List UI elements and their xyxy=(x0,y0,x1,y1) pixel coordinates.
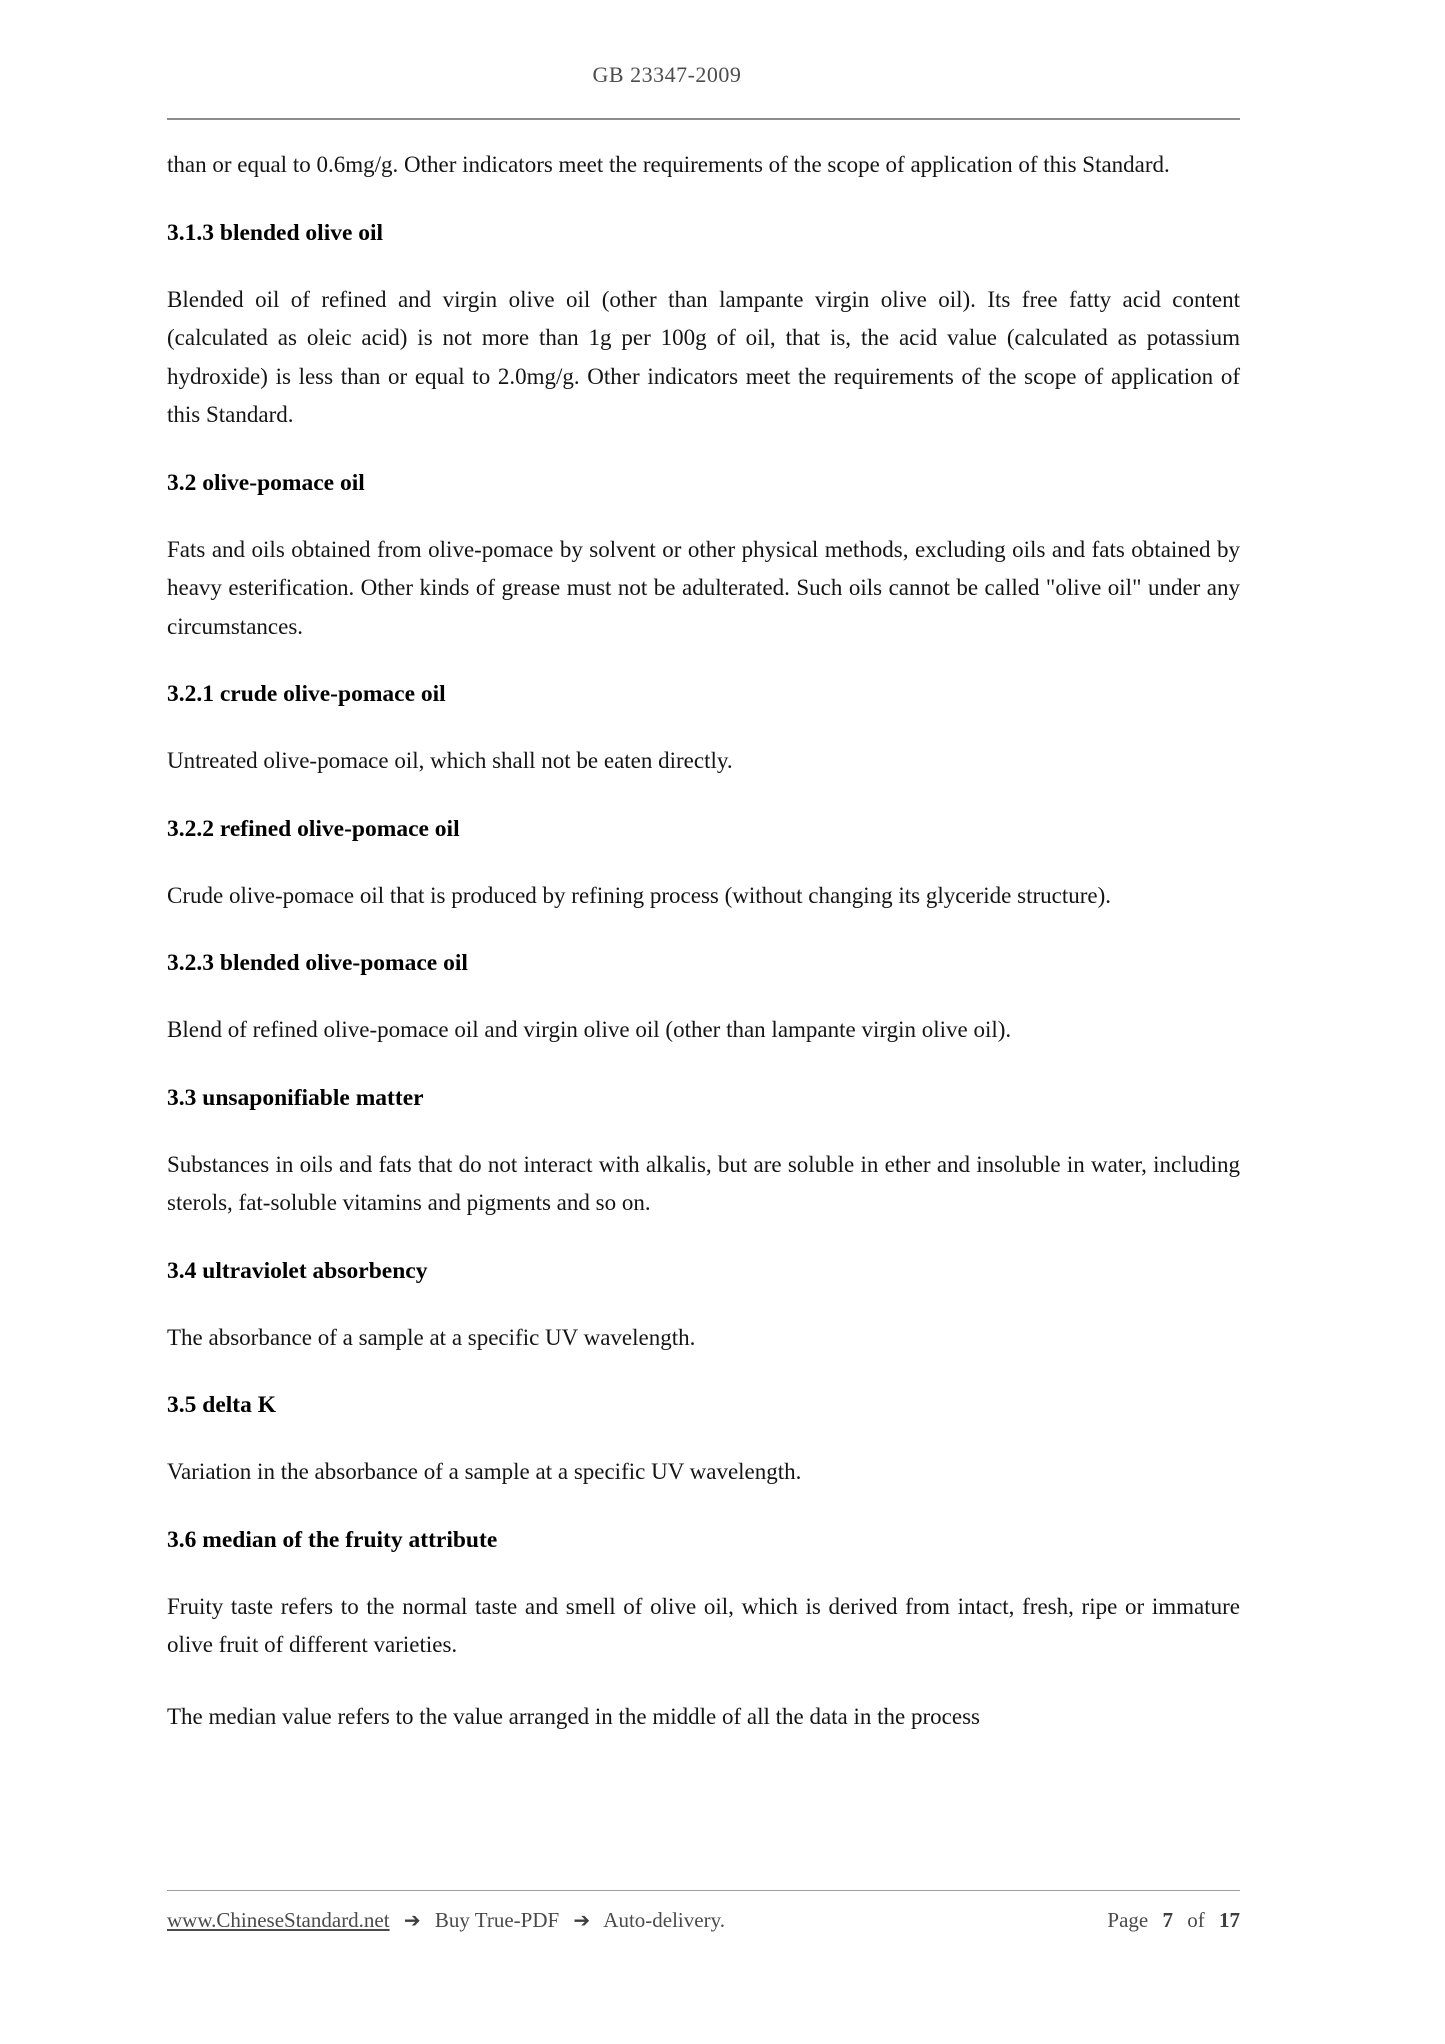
body-paragraph: The absorbance of a sample at a specific UV wavelength. xyxy=(167,1324,696,1350)
page-footer xyxy=(167,1908,1240,1933)
body-paragraph: Variation in the absorbance of a sample at a specific UV wavelength. xyxy=(167,1459,802,1484)
section-heading: 3.2.1 crude olive-pomace oil xyxy=(167,681,446,707)
section-heading: 3.2.3 blended olive-pomace oil xyxy=(167,950,468,976)
page-number-indicator xyxy=(1107,1908,1240,1933)
body-paragraph: than or equal to 0.6mg/g. Other indicators meet the requirements of the scope of application of this Standard. xyxy=(167,152,1170,177)
right-arrow-icon: ➔ xyxy=(573,1908,591,1932)
section-heading: 3.2 olive-pomace oil xyxy=(167,469,365,496)
body-paragraph: Fats and oils obtained from olive-pomace by solvent or other physical methods, excluding oils and fats obtained by heavy esterification. Other kinds of grease must not be adulterated. Such oils cannot be called "olive oil" under any circumstances. xyxy=(167,536,1240,639)
body-paragraph: Crude olive-pomace oil that is produced by refining process (without changing its glyceride structure). xyxy=(167,882,1112,908)
body-paragraph: Fruity taste refers to the normal taste and smell of olive oil, which is derived from intact, fresh, ripe or immature olive fruit of different varieties. xyxy=(167,1593,1240,1657)
body-paragraph: Substances in oils and fats that do not interact with alkalis, but are soluble in ether and insoluble in water, including sterols, fat-soluble vitamins and pigments and so on. xyxy=(167,1151,1240,1215)
footer-delivery-text: Auto-delivery. xyxy=(603,1908,725,1932)
body-paragraph: Blended oil of refined and virgin olive oil (other than lampante virgin olive oil). Its free fatty acid content (calculated as oleic acid) is not more than 1g per 100g of oil, that is, the acid value (calculated as potassium hydroxide) is less than or equal to 2.0mg/g. Other indicators meet the requirements of the scope of application of this Standard. xyxy=(167,286,1240,427)
page-label: Page xyxy=(1107,1908,1149,1932)
body-paragraph: Blend of refined olive-pomace oil and virgin olive oil (other than lampante virgin olive oil). xyxy=(167,1017,1012,1042)
section-heading: 3.2.2 refined olive-pomace oil xyxy=(167,815,460,842)
total-page-number: 17 xyxy=(1219,1908,1240,1932)
header-divider xyxy=(167,118,1240,120)
document-body xyxy=(167,146,1240,1769)
footer-divider xyxy=(167,1890,1240,1891)
body-paragraph: The median value refers to the value arranged in the middle of all the data in the process xyxy=(167,1703,980,1729)
footer-site-link[interactable]: www.ChineseStandard.net xyxy=(167,1908,390,1932)
footer-buy-text: Buy True-PDF xyxy=(434,1908,560,1932)
right-arrow-icon: ➔ xyxy=(403,1908,421,1932)
section-heading: 3.4 ultraviolet absorbency xyxy=(167,1257,428,1284)
header-doc-number: GB 23347-2009 xyxy=(592,62,742,87)
footer-left xyxy=(167,1908,725,1933)
section-heading: 3.6 median of the fruity attribute xyxy=(167,1526,498,1553)
body-paragraph: Untreated olive-pomace oil, which shall not be eaten directly. xyxy=(167,748,733,773)
section-heading: 3.3 unsaponifiable matter xyxy=(167,1084,424,1111)
current-page-number: 7 xyxy=(1162,1908,1173,1932)
of-label: of xyxy=(1187,1908,1205,1932)
section-heading: 3.1.3 blended olive oil xyxy=(167,219,384,246)
section-heading: 3.5 delta K xyxy=(167,1392,277,1418)
